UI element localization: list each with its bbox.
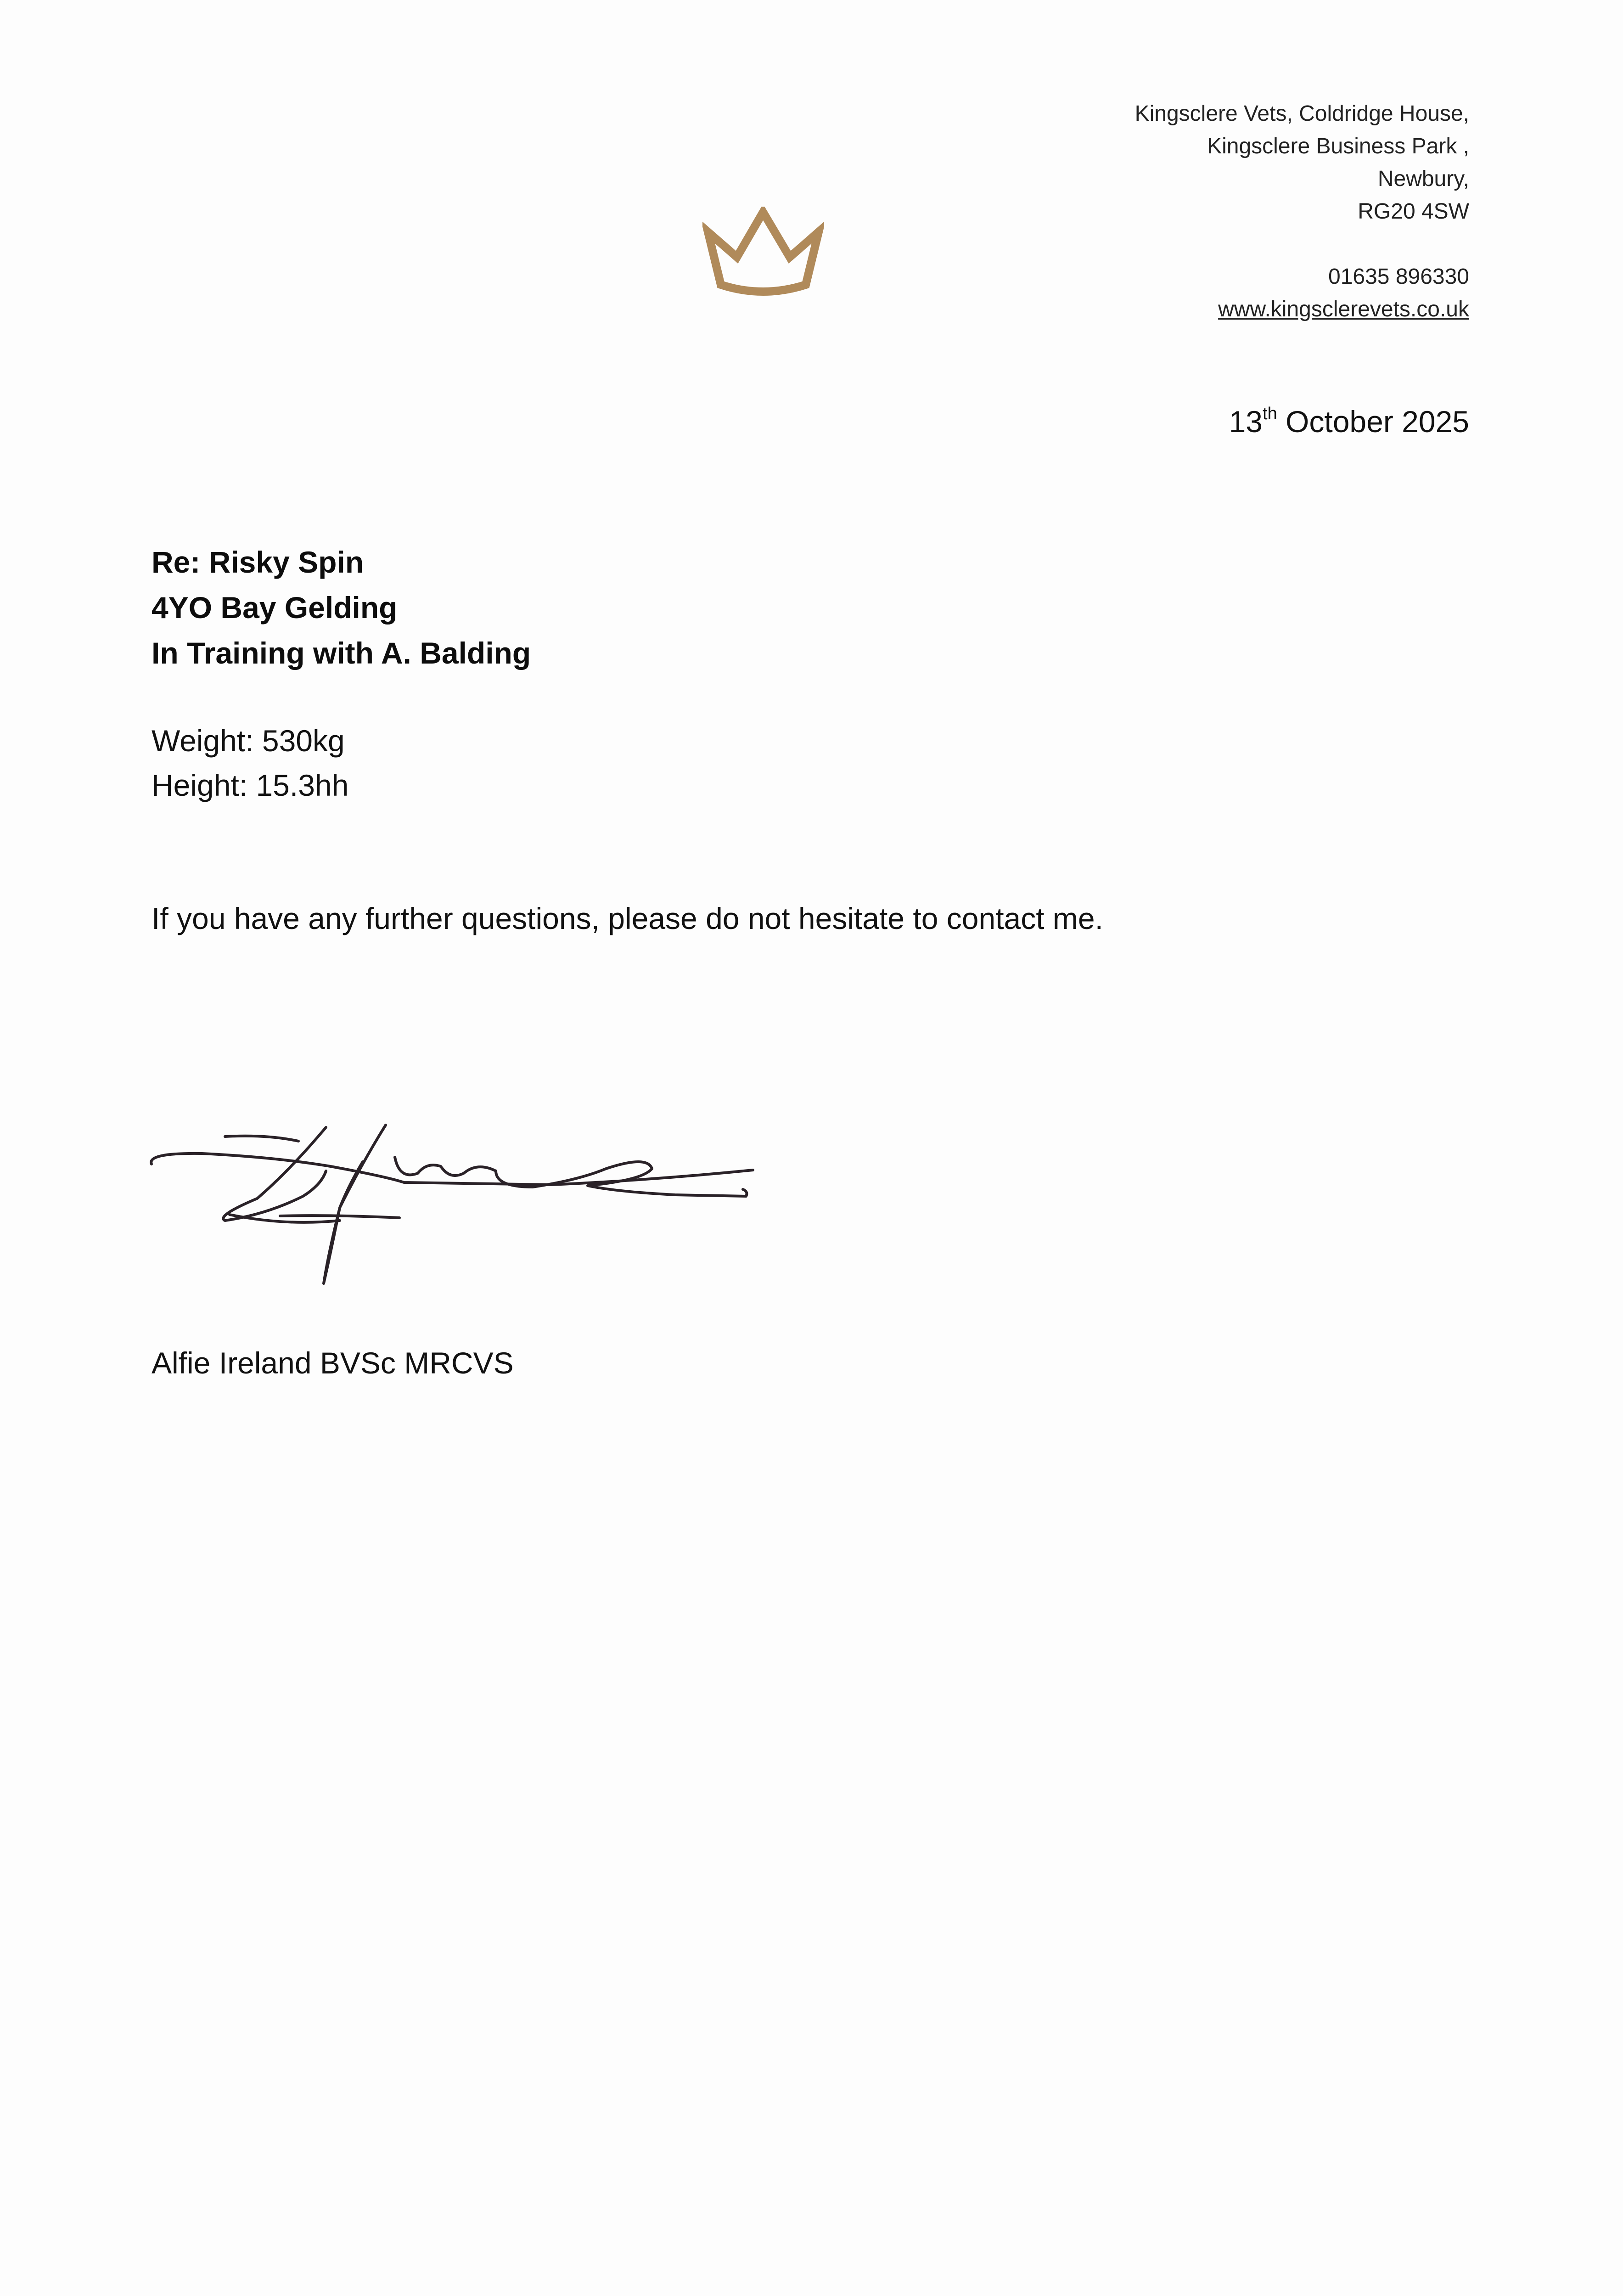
website-link[interactable]: www.kingsclerevets.co.uk [1218, 297, 1469, 321]
subject-re: Re: Risky Spin [152, 545, 364, 579]
subject-block [152, 540, 531, 676]
signature-image [147, 1116, 776, 1300]
address-line-2: Kingsclere Business Park , [1207, 134, 1469, 158]
address-line-1: Kingsclere Vets, Coldridge House, [1134, 101, 1469, 126]
address-line-3: Newbury, [1377, 167, 1469, 191]
letter-date [1229, 404, 1469, 439]
crown-icon [702, 207, 824, 298]
signatory-name: Alfie Ireland BVSc MRCVS [152, 1346, 514, 1380]
closing-paragraph: If you have any further questions, please do not hesitate to contact me. [152, 901, 1103, 935]
height-text: Height: 15.3hh [152, 768, 349, 802]
date-month-year: October 2025 [1277, 405, 1469, 439]
subject-description: 4YO Bay Gelding [152, 591, 398, 625]
weight-text: Weight: 530kg [152, 724, 345, 758]
address-spacer [1135, 228, 1469, 260]
address-postcode: RG20 4SW [1358, 199, 1469, 224]
horse-stats [152, 719, 348, 808]
date-suffix: th [1263, 404, 1277, 423]
letterhead-address [1135, 97, 1469, 326]
date-day: 13 [1229, 405, 1263, 439]
phone-number: 01635 896330 [1328, 264, 1469, 289]
subject-trainer: In Training with A. Balding [152, 636, 531, 670]
